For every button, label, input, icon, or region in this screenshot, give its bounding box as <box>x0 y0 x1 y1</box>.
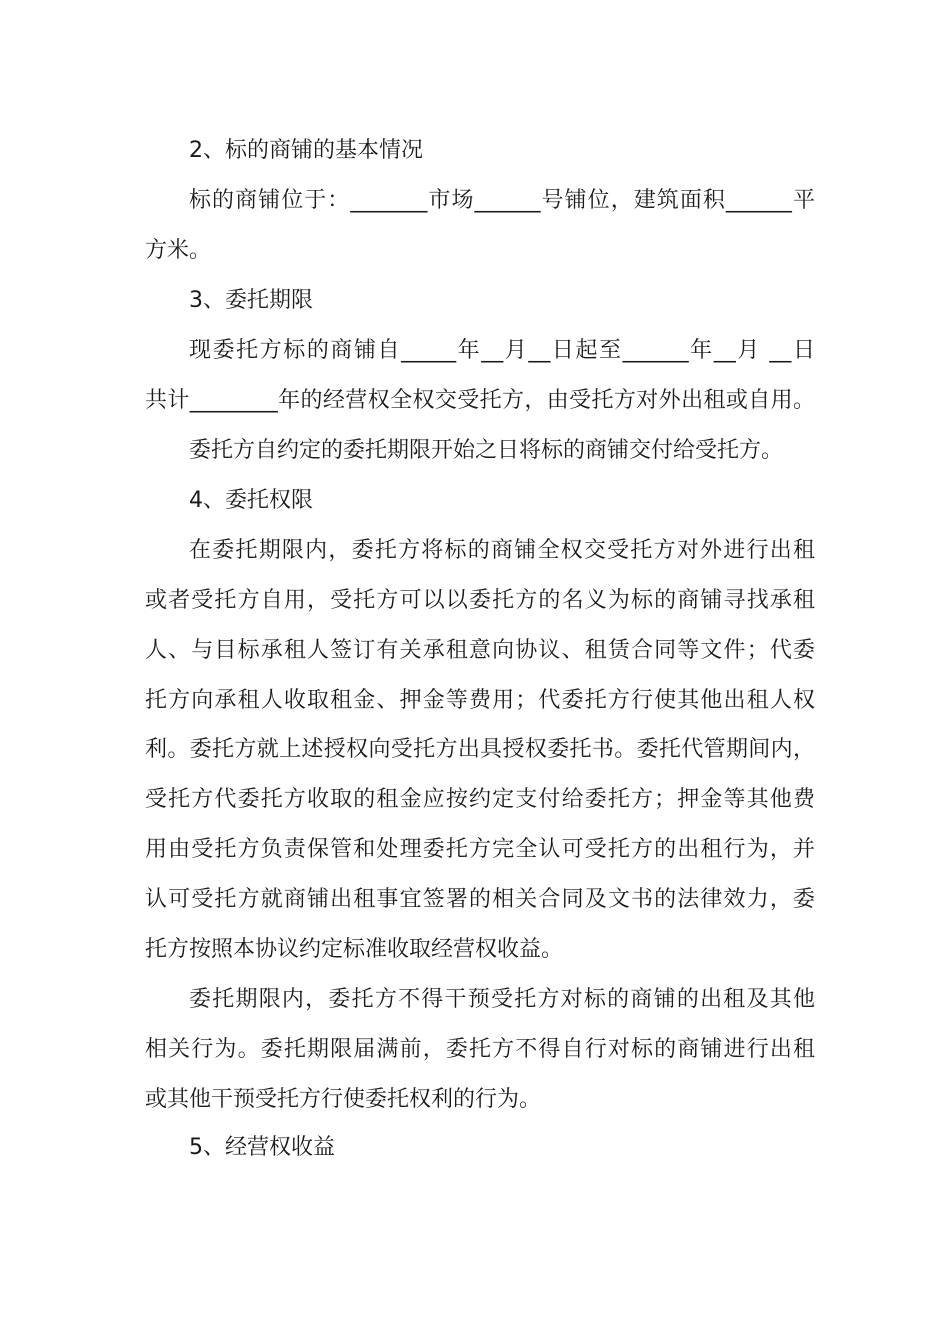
paragraph-line: 利。委托方就上述授权向受托方出具授权委托书。委托代管期间内， <box>145 737 815 762</box>
section-heading-5: 5、经营权收益 <box>189 1135 335 1160</box>
paragraph-line: 现委托方标的商铺自_____年__月__日起至______年__月 __日 <box>189 338 815 363</box>
paragraph-line: 委托方自约定的委托期限开始之日将标的商铺交付给受托方。 <box>189 438 784 463</box>
section-heading-3: 3、委托期限 <box>189 288 313 313</box>
paragraph-line: 或其他干预受托方行使委托权利的行为。 <box>145 1087 542 1112</box>
section-heading-2: 2、标的商铺的基本情况 <box>189 138 423 163</box>
paragraph-line: 方米。 <box>145 238 212 263</box>
paragraph-line: 用由受托方负责保管和处理委托方完全认可受托方的出租行为，并 <box>145 837 815 862</box>
paragraph-line: 认可受托方就商铺出租事宜签署的相关合同及文书的法律效力，委 <box>145 887 815 912</box>
paragraph-line: 或者受托方自用，受托方可以以委托方的名义为标的商铺寻找承租 <box>145 588 815 613</box>
paragraph-line: 在委托期限内，委托方将标的商铺全权交受托方对外进行出租 <box>189 538 815 563</box>
paragraph-line: 托方按照本协议约定标准收取经营权收益。 <box>145 937 564 962</box>
section-heading-4: 4、委托权限 <box>189 488 313 513</box>
paragraph-line: 委托期限内，委托方不得干预受托方对标的商铺的出租及其他 <box>189 987 815 1012</box>
paragraph-line: 共计________年的经营权全权交受托方，由受托方对外出租或自用。 <box>145 388 815 413</box>
paragraph-line: 标的商铺位于：_______市场______号铺位，建筑面积______平 <box>189 188 815 213</box>
paragraph-line: 受托方代委托方收取的租金应按约定支付给委托方；押金等其他费 <box>145 787 815 812</box>
paragraph-line: 人、与目标承租人签订有关承租意向协议、租赁合同等文件；代委 <box>145 638 815 663</box>
paragraph-line: 托方向承租人收取租金、押金等费用；代委托方行使其他出租人权 <box>145 688 815 713</box>
paragraph-line: 相关行为。委托期限届满前，委托方不得自行对标的商铺进行出租 <box>145 1037 815 1062</box>
